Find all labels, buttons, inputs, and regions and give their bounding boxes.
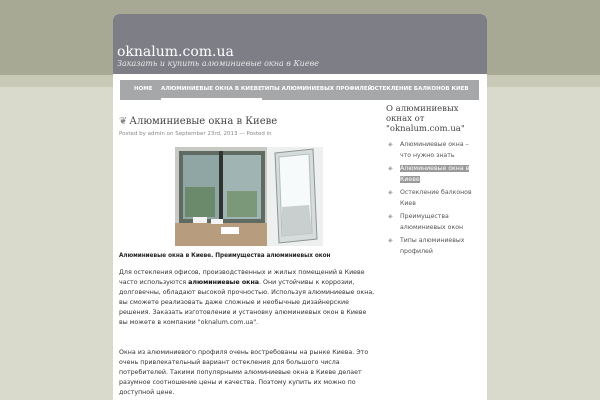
post-paragraph-1 — [119, 268, 375, 328]
nav-item-profile-types[interactable]: ТИПЫ АЛЮМИНИЕВЫХ ПРОФИЛЕЙ — [261, 86, 373, 92]
nav-item-aluminum-windows[interactable]: АЛЮМИНИЕВЫЕ ОКНА В КИЕВЕ — [161, 80, 262, 100]
diamond-icon: ◈ — [388, 213, 393, 220]
sidebar-item-label[interactable]: Остекление балконов Киев — [400, 189, 472, 207]
nav-item-home[interactable]: HOME — [134, 86, 153, 92]
diamond-icon: ◈ — [388, 189, 393, 196]
site-title[interactable]: oknalum.com.ua — [117, 44, 234, 60]
window-photo — [175, 147, 323, 246]
post-meta: Posted by admin on September 23rd, 2013 — Posted in — [119, 131, 272, 137]
ornament-icon: ❦ — [119, 116, 128, 127]
content-area — [113, 0, 487, 400]
post-paragraph-2: Окна из алюминиевого профиля очень востребованы на рынке Киева. Это очень привлекательный вариант остекления для большого числа потребителей. Такими популярными алюминиевые окна в Киеве делает разумное соотношение цены и качества. Поэтому купить их можно по доступной цене. — [119, 349, 369, 396]
post-title[interactable] — [119, 116, 277, 127]
sidebar-item-windows-kiev[interactable] — [386, 164, 478, 185]
sidebar-item-profile-types[interactable] — [386, 236, 478, 257]
paragraph-1-text-c: . Они устойчивы к коррозии, долговечны, обладают высокой прочностью. Используя алюминиевые окна, вы сможете реализовать даже сложные и необычные дизайнерские решения. Заказать изготовление и установку алюминиевых окон в Киеве вы можете в компании "oknalum.com.ua". — [119, 279, 375, 326]
post-title-text[interactable]: Алюминиевые окна в Киеве — [129, 116, 278, 127]
sidebar-item-balcony-glazing[interactable] — [386, 188, 478, 209]
sidebar-item-label[interactable]: Типы алюминиевых профилей — [400, 237, 465, 255]
sidebar-item-what-to-know[interactable] — [386, 140, 478, 161]
site-description: Заказать и купить алюминиевые окна в Киеве — [117, 59, 319, 68]
sidebar-widget-title: О алюминиевых окнах от "oknalum.com.ua" — [386, 104, 465, 134]
diamond-icon: ◈ — [388, 165, 393, 172]
diamond-icon: ◈ — [388, 237, 393, 244]
sidebar — [386, 104, 478, 260]
sidebar-item-label[interactable]: Алюминиевые окна в Киеве — [400, 165, 470, 183]
post-heading: Алюминиевые окна в Киеве. Преимущества алюминиевых окон — [119, 253, 331, 259]
paragraph-1-text-a: Для остекления офисов, производственных и жилых помещений в Киеве часто используются — [119, 269, 365, 286]
sidebar-item-advantages[interactable] — [386, 212, 478, 233]
paragraph-1-bold[interactable]: алюминиевые окна — [188, 279, 260, 286]
sidebar-item-label[interactable]: Преимущества алюминиевых окон — [400, 213, 464, 231]
nav-item-balcony-glazing[interactable]: ОСТЕКЛЕНИЕ БАЛКОНОВ КИЕВ — [370, 86, 469, 92]
sidebar-item-label[interactable]: Алюминиевые окна – что нужно знать — [400, 141, 469, 159]
window-photo-illustration — [175, 147, 323, 246]
diamond-icon: ◈ — [388, 141, 393, 148]
